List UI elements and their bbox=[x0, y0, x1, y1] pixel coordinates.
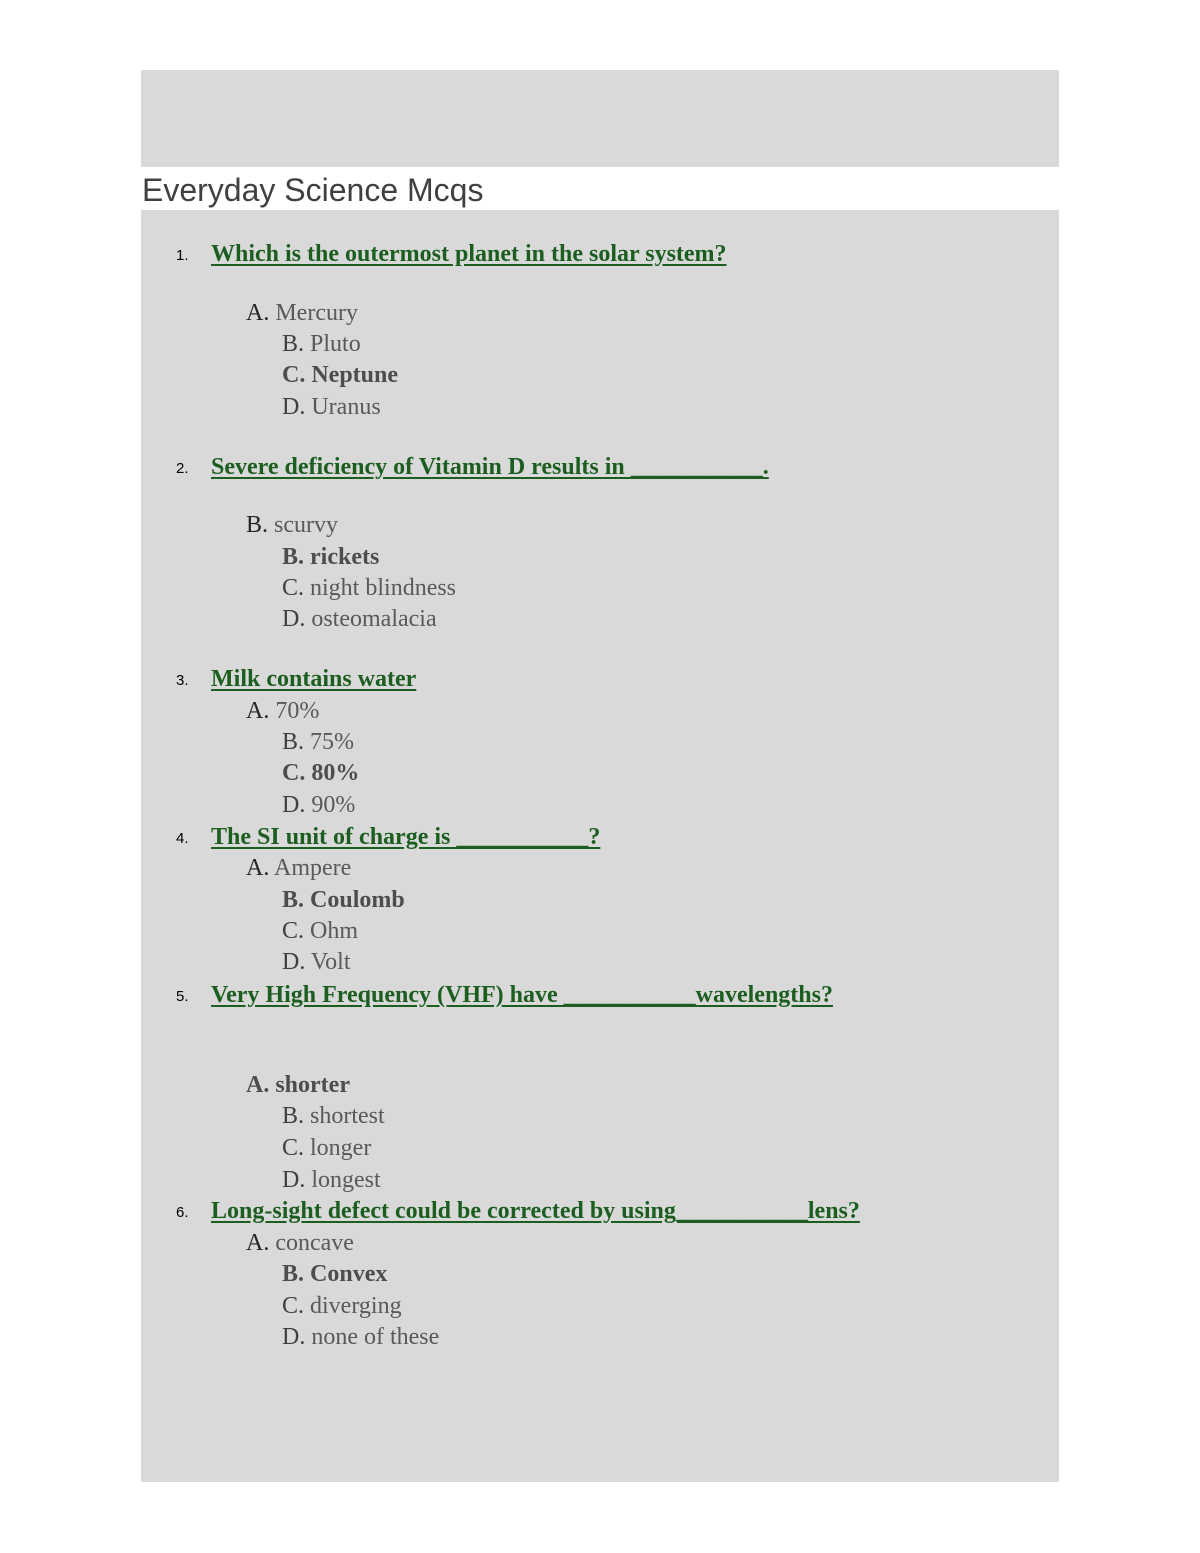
option-c-correct bbox=[282, 759, 359, 787]
option-letter: C. bbox=[282, 575, 305, 601]
question-number: 4. bbox=[176, 830, 189, 847]
option-d bbox=[282, 1166, 381, 1194]
option-letter: C. bbox=[282, 918, 305, 944]
option-text: longest bbox=[311, 1167, 381, 1193]
option-text: 90% bbox=[311, 792, 356, 818]
question-number: 2. bbox=[176, 460, 189, 477]
option-letter: D. bbox=[282, 949, 306, 975]
option-c bbox=[282, 574, 456, 602]
option-a-correct bbox=[246, 1071, 350, 1099]
page-header-band bbox=[141, 70, 1059, 167]
option-c bbox=[282, 1134, 371, 1162]
option-letter: C. bbox=[282, 1293, 305, 1319]
question-text: Long-sight defect could be corrected by using___________lens? bbox=[211, 1198, 860, 1224]
option-text: diverging bbox=[310, 1293, 402, 1319]
option-c bbox=[282, 917, 358, 945]
option-text: Coulomb bbox=[310, 887, 405, 913]
option-letter: D. bbox=[282, 1167, 306, 1193]
page-title: Everyday Science Mcqs bbox=[142, 172, 484, 208]
option-text: 75% bbox=[310, 729, 355, 755]
option-text: Ohm bbox=[310, 918, 359, 944]
option-letter: D. bbox=[282, 792, 306, 818]
option-letter: A. bbox=[246, 1230, 270, 1256]
question-text: Which is the outermost planet in the solar system? bbox=[211, 241, 727, 267]
option-d bbox=[282, 1323, 439, 1351]
option-text: 80% bbox=[311, 760, 360, 786]
option-text: rickets bbox=[310, 544, 380, 570]
option-letter: B. bbox=[282, 1261, 305, 1287]
option-letter: D. bbox=[282, 1324, 306, 1350]
option-text: longer bbox=[310, 1135, 372, 1161]
question-text: Severe deficiency of Vitamin D results in ___________. bbox=[211, 454, 769, 480]
option-d bbox=[282, 605, 437, 633]
option-letter: B. bbox=[282, 729, 305, 755]
option-a bbox=[246, 511, 338, 539]
option-d bbox=[282, 791, 355, 819]
option-letter: B. bbox=[282, 331, 305, 357]
option-a bbox=[246, 697, 319, 725]
option-letter: B. bbox=[282, 1103, 305, 1129]
question-number: 1. bbox=[176, 247, 189, 264]
option-b-correct bbox=[282, 543, 379, 571]
option-c bbox=[282, 1292, 402, 1320]
option-text: scurvy bbox=[274, 512, 338, 538]
option-letter: D. bbox=[282, 394, 306, 420]
option-text: Ampere bbox=[274, 855, 352, 881]
option-a bbox=[246, 299, 358, 327]
option-text: Uranus bbox=[311, 394, 381, 420]
option-text: none of these bbox=[311, 1324, 440, 1350]
option-text: concave bbox=[275, 1230, 354, 1256]
option-text: shortest bbox=[310, 1103, 385, 1129]
option-letter: B. bbox=[282, 544, 305, 570]
option-text: shorter bbox=[275, 1072, 350, 1098]
option-letter: D. bbox=[282, 606, 306, 632]
option-text: Pluto bbox=[310, 331, 361, 357]
option-d bbox=[282, 393, 381, 421]
option-letter: C. bbox=[282, 1135, 305, 1161]
option-b bbox=[282, 1102, 385, 1130]
option-letter: C. bbox=[282, 362, 306, 388]
option-b bbox=[282, 330, 361, 358]
option-letter: B. bbox=[246, 512, 269, 538]
option-d bbox=[282, 948, 351, 976]
option-text: 70% bbox=[275, 698, 320, 724]
question-text: The SI unit of charge is ___________? bbox=[211, 824, 601, 850]
option-text: Convex bbox=[310, 1261, 388, 1287]
question-text: Very High Frequency (VHF) have ___________wavelengths? bbox=[211, 982, 833, 1008]
option-b bbox=[282, 728, 354, 756]
option-b-correct bbox=[282, 886, 405, 914]
option-letter: A. bbox=[246, 1072, 270, 1098]
option-letter: B. bbox=[282, 887, 305, 913]
option-a bbox=[246, 1229, 354, 1257]
option-text: osteomalacia bbox=[311, 606, 437, 632]
question-number: 5. bbox=[176, 988, 189, 1005]
option-text: night blindness bbox=[310, 575, 457, 601]
option-c-correct bbox=[282, 361, 398, 389]
option-a bbox=[246, 854, 351, 882]
option-letter: C. bbox=[282, 760, 306, 786]
option-text: Volt bbox=[310, 949, 351, 975]
option-letter: A. bbox=[246, 855, 270, 881]
option-b-correct bbox=[282, 1260, 387, 1288]
question-number: 3. bbox=[176, 672, 189, 689]
question-text: Milk contains water bbox=[211, 666, 417, 692]
option-letter: A. bbox=[246, 698, 270, 724]
option-text: Mercury bbox=[275, 300, 358, 326]
option-text: Neptune bbox=[311, 362, 399, 388]
question-number: 6. bbox=[176, 1204, 189, 1221]
option-letter: A. bbox=[246, 300, 270, 326]
